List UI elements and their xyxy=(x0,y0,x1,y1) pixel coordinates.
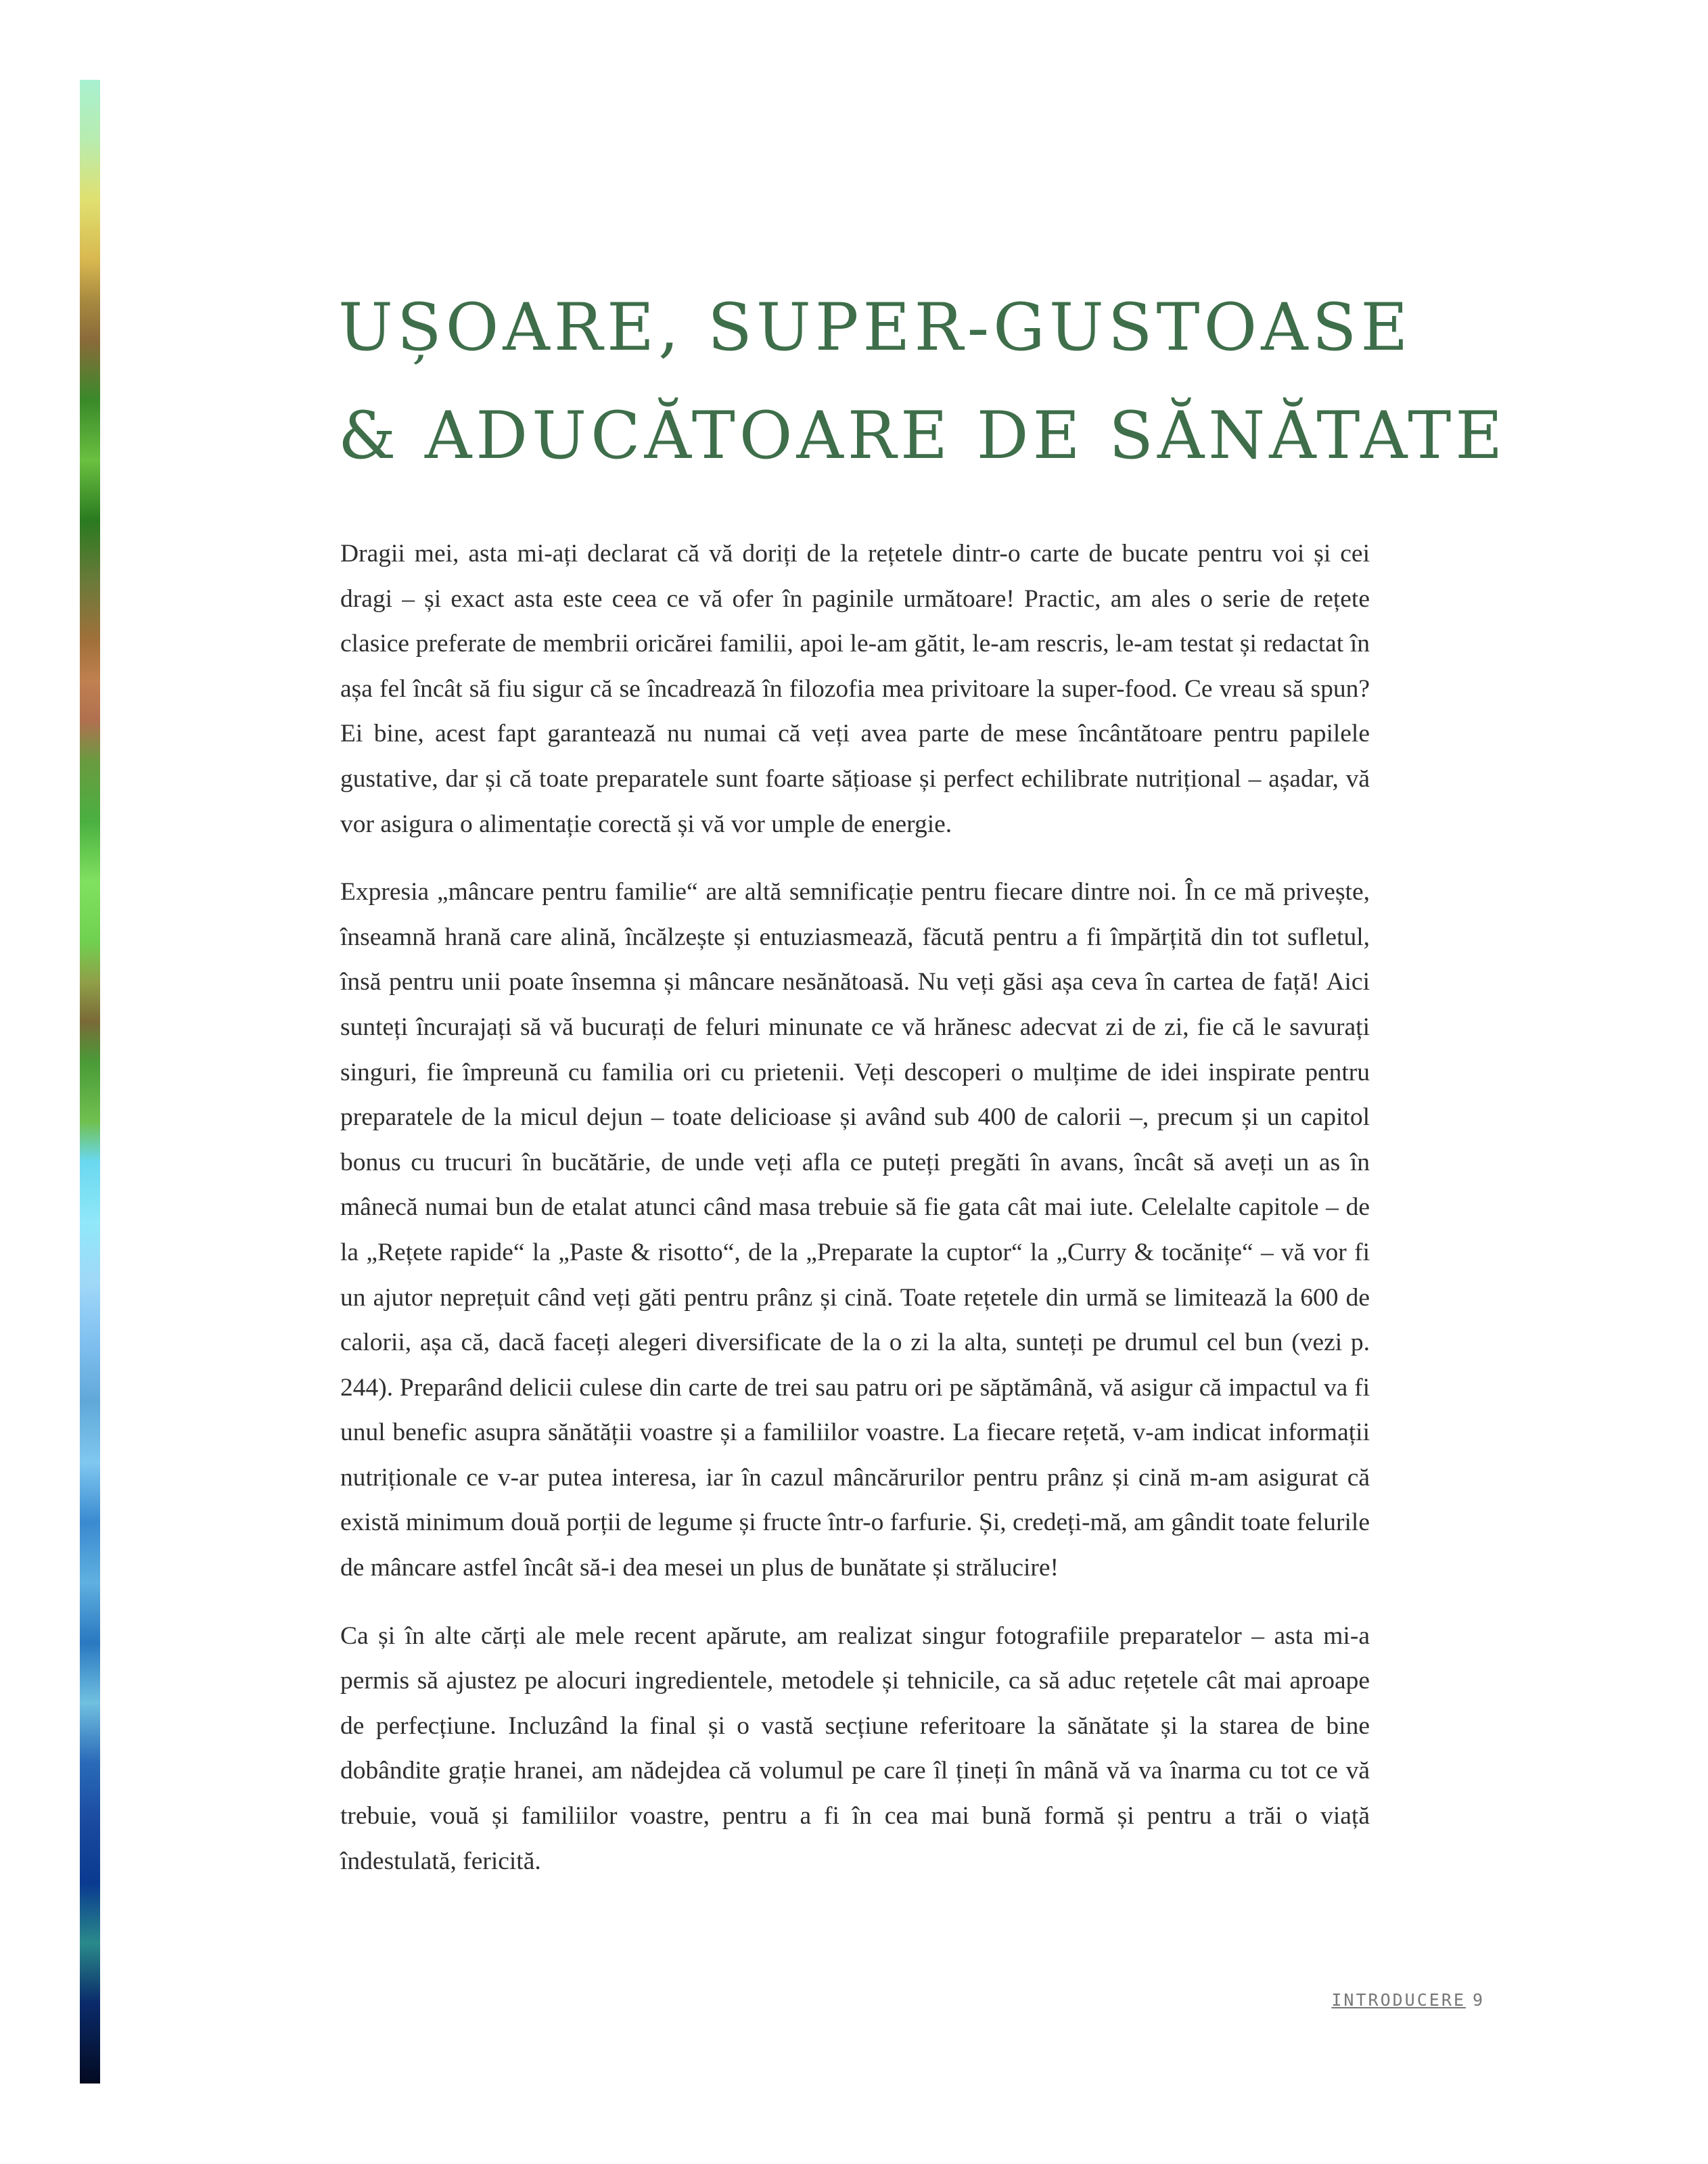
body-text xyxy=(340,532,1370,1907)
footer-section-name: INTRODUCERE xyxy=(1331,1990,1466,2010)
page-number: 9 xyxy=(1472,1990,1485,2010)
page-title-line-2: & ADUCĂTOARE DE SĂNĂTATE xyxy=(338,398,1507,474)
body-paragraph-3: Ca și în alte cărți ale mele recent apărute, am realizat singur fotografiile preparatelor – asta mi-a permis să ajustez pe alocuri ingredientele, metodele și tehnicile, ca să aduc rețetele cât mai aproape de perfecțiune. Incluzând la final și o vastă secțiune referitoare la sănătate și la starea de bine dobândite grație hranei, am nădejdea că volumul pe care îl țineți în mână vă va înarma cu tot ce vă trebuie, vouă și familiilor voastre, pentru a fi în cea mai bună formă și pentru a trăi o viață îndestulată, fericită. xyxy=(340,1621,1370,1875)
page-title-line-1: UȘOARE, SUPER-GUSTOASE xyxy=(338,290,1412,365)
body-paragraph-1: Dragii mei, asta mi-ați declarat că vă doriți de la rețetele dintr-o carte de bucate pentru voi și cei dragi – și exact asta este ceea ce vă ofer în paginile următoare! Practic, am ales o serie de rețete clasice preferate de membrii oricărei familii, apoi le-am gătit, le-am rescris, le-am testat și redactat în așa fel încât să fiu sigur că se încadrează în filozofia mea privitoare la super-food. Ce vreau să spun? Ei bine, acest fapt garantează nu numai că veți avea parte de mese încântătoare pentru papilele gustative, dar și că toate preparatele sunt foarte sățioase și perfect echilibrate nutrițional – așadar, vă vor asigura o alimentație corectă și vă vor umple de energie. xyxy=(340,540,1370,838)
body-paragraph-2: Expresia „mâncare pentru familie“ are altă semnificație pentru fiecare dintre noi. În ce mă privește, înseamnă hrană care alină, încălzește și entuziasmează, făcută pentru a fi împărțită din tot sufletul, însă pentru unii poate însemna și mâncare nesănătoasă. Nu veți găsi așa ceva în cartea de față! Aici sunteți încurajați să vă bucurați de feluri minunate ce vă hrănesc adecvat zi de zi, fie că le savurați singuri, fie împreună cu familia ori cu prietenii. Veți descoperi o mulțime de idei inspirate pentru preparatele de la micul dejun – toate delicioase și având sub 400 de calorii –, precum și un capitol bonus cu trucuri în bucătărie, de unde veți afla ce puteți pregăti în avans, încât să aveți un as în mânecă numai bun de etalat atunci când masa trebuie să fie gata cât mai iute. Celelalte capitole – de la „Rețete rapide“ la „Paste & risotto“, de la „Preparate la cuptor“ la „Curry & tocănițe“ – vă vor fi un ajutor neprețuit când veți găti pentru prânz și cină. Toate rețetele din urmă se limitează la 600 de calorii, așa că, dacă faceți alegeri diversificate de la o zi la alta, sunteți pe drumul cel bun (vezi p. 244). Preparând delicii culese din carte de trei sau patru ori pe săptămână, vă asigur că impactul va fi unul benefic asupra sănătății voastre și a familiilor voastre. La fiecare rețetă, v-am indicat informații nutriționale ce v-ar putea interesa, iar în cazul mâncărurilor pentru prânz și cină m-am asigurat că există minimum două porții de legume și fructe într-o farfurie. Și, credeți-mă, am gândit toate felurile de mâncare astfel încât să-i dea mesei un plus de bunătate și strălucire! xyxy=(340,878,1370,1582)
decorative-color-strip xyxy=(80,80,100,2084)
page-footer xyxy=(1331,1990,1485,2010)
